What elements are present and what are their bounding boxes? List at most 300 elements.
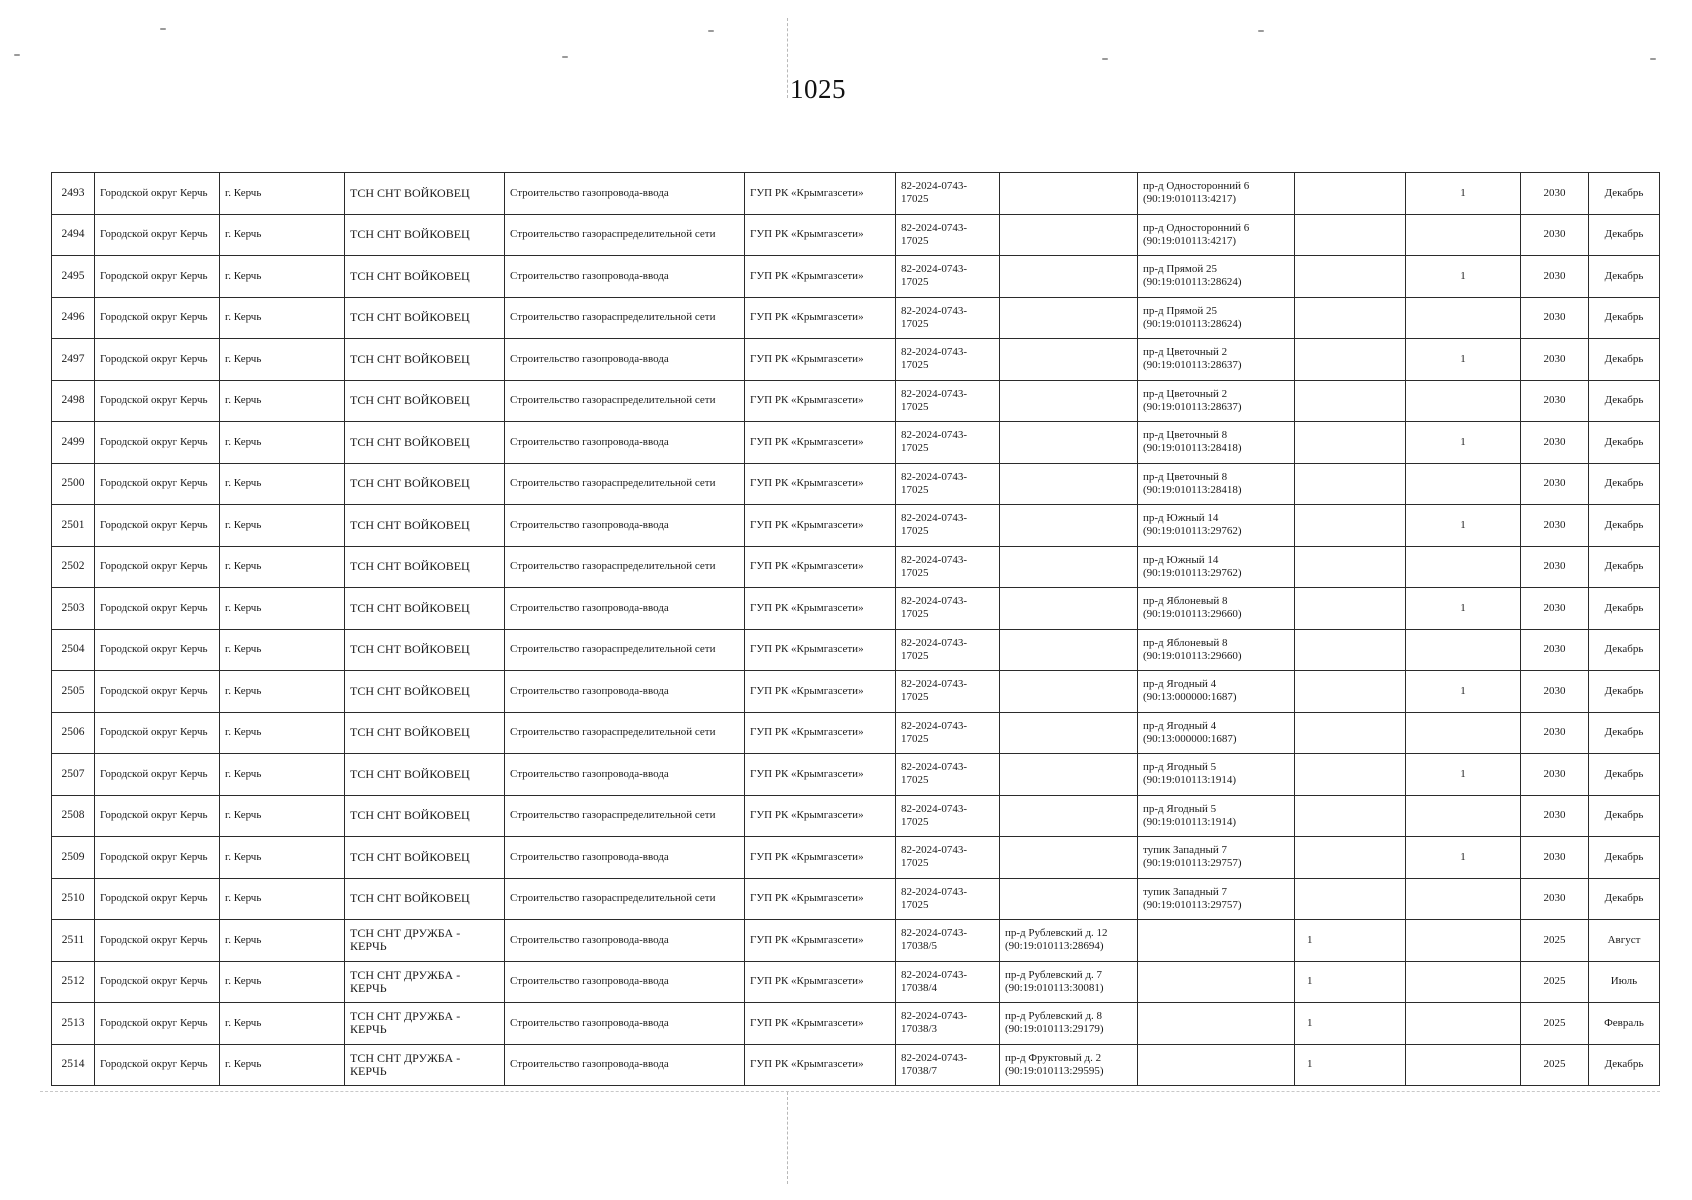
address-cell-secondary: пр-д Ягодный 4 (90:13:000000:1687) (1138, 712, 1295, 754)
executor-cell: ГУП РК «Крымгазсети» (745, 422, 896, 464)
count-cell-primary (1295, 878, 1406, 920)
year-cell: 2030 (1521, 297, 1589, 339)
table-row (52, 712, 1660, 754)
organization-cell: ТСН СНТ ВОЙКОВЕЦ (345, 878, 505, 920)
count-cell-primary: 1 (1295, 1003, 1406, 1045)
row-number: 2498 (52, 380, 95, 422)
executor-cell: ГУП РК «Крымгазсети» (745, 837, 896, 879)
executor-cell: ГУП РК «Крымгазсети» (745, 629, 896, 671)
year-cell: 2030 (1521, 463, 1589, 505)
work-type-cell: Строительство газораспределительной сети (505, 795, 745, 837)
city-cell: г. Керчь (220, 629, 345, 671)
month-cell: Декабрь (1589, 505, 1660, 547)
address-cell-primary (1000, 173, 1138, 215)
address-cell-secondary: пр-д Односторонний 6 (90:19:010113:4217) (1138, 214, 1295, 256)
executor-cell: ГУП РК «Крымгазсети» (745, 754, 896, 796)
count-cell-secondary (1406, 878, 1521, 920)
executor-cell: ГУП РК «Крымгазсети» (745, 961, 896, 1003)
year-cell: 2030 (1521, 214, 1589, 256)
table-row (52, 795, 1660, 837)
executor-cell: ГУП РК «Крымгазсети» (745, 546, 896, 588)
district-cell: Городской округ Керчь (95, 878, 220, 920)
contract-code-cell: 82-2024-0743-17038/3 (896, 1003, 1000, 1045)
district-cell: Городской округ Керчь (95, 339, 220, 381)
row-number: 2513 (52, 1003, 95, 1045)
address-cell-primary (1000, 754, 1138, 796)
executor-cell: ГУП РК «Крымгазсети» (745, 380, 896, 422)
work-type-cell: Строительство газораспределительной сети (505, 878, 745, 920)
district-cell: Городской округ Керчь (95, 505, 220, 547)
organization-cell: ТСН СНТ ВОЙКОВЕЦ (345, 588, 505, 630)
count-cell-primary (1295, 546, 1406, 588)
year-cell: 2030 (1521, 505, 1589, 547)
count-cell-secondary (1406, 629, 1521, 671)
month-cell: Декабрь (1589, 173, 1660, 215)
address-cell-primary (1000, 256, 1138, 298)
scan-speck (1650, 58, 1656, 60)
row-number: 2514 (52, 1044, 95, 1086)
district-cell: Городской округ Керчь (95, 629, 220, 671)
address-cell-primary (1000, 422, 1138, 464)
count-cell-secondary: 1 (1406, 173, 1521, 215)
organization-cell: ТСН СНТ ВОЙКОВЕЦ (345, 712, 505, 754)
organization-cell: ТСН СНТ ДРУЖБА - КЕРЧЬ (345, 1044, 505, 1086)
address-cell-secondary: тупик Западный 7 (90:19:010113:29757) (1138, 837, 1295, 879)
month-cell: Декабрь (1589, 339, 1660, 381)
work-type-cell: Строительство газопровода-ввода (505, 588, 745, 630)
count-cell-primary (1295, 339, 1406, 381)
executor-cell: ГУП РК «Крымгазсети» (745, 588, 896, 630)
count-cell-primary: 1 (1295, 920, 1406, 962)
contract-code-cell: 82-2024-0743-17025 (896, 380, 1000, 422)
city-cell: г. Керчь (220, 1003, 345, 1045)
row-number: 2500 (52, 463, 95, 505)
district-cell: Городской округ Керчь (95, 463, 220, 505)
table-row (52, 546, 1660, 588)
count-cell-secondary (1406, 297, 1521, 339)
year-cell: 2030 (1521, 754, 1589, 796)
address-cell-primary (1000, 297, 1138, 339)
district-cell: Городской округ Керчь (95, 173, 220, 215)
count-cell-primary (1295, 380, 1406, 422)
district-cell: Городской округ Керчь (95, 961, 220, 1003)
contract-code-cell: 82-2024-0743-17025 (896, 754, 1000, 796)
count-cell-primary (1295, 463, 1406, 505)
work-type-cell: Строительство газораспределительной сети (505, 380, 745, 422)
address-cell-primary (1000, 671, 1138, 713)
year-cell: 2030 (1521, 629, 1589, 671)
year-cell: 2030 (1521, 712, 1589, 754)
city-cell: г. Керчь (220, 546, 345, 588)
count-cell-secondary (1406, 795, 1521, 837)
year-cell: 2030 (1521, 671, 1589, 713)
address-cell-primary: пр-д Рублевский д. 8 (90:19:010113:29179) (1000, 1003, 1138, 1045)
count-cell-primary (1295, 214, 1406, 256)
executor-cell: ГУП РК «Крымгазсети» (745, 671, 896, 713)
address-cell-secondary: тупик Западный 7 (90:19:010113:29757) (1138, 878, 1295, 920)
contract-code-cell: 82-2024-0743-17025 (896, 422, 1000, 464)
row-number: 2503 (52, 588, 95, 630)
contract-code-cell: 82-2024-0743-17025 (896, 795, 1000, 837)
count-cell-secondary: 1 (1406, 339, 1521, 381)
work-type-cell: Строительство газораспределительной сети (505, 712, 745, 754)
contract-code-cell: 82-2024-0743-17038/5 (896, 920, 1000, 962)
year-cell: 2030 (1521, 878, 1589, 920)
row-number: 2502 (52, 546, 95, 588)
table-row (52, 1003, 1660, 1045)
row-number: 2505 (52, 671, 95, 713)
city-cell: г. Керчь (220, 712, 345, 754)
address-cell-secondary (1138, 1044, 1295, 1086)
address-cell-secondary: пр-д Яблоневый 8 (90:19:010113:29660) (1138, 588, 1295, 630)
city-cell: г. Керчь (220, 173, 345, 215)
table-row (52, 256, 1660, 298)
scan-speck (1102, 58, 1108, 60)
month-cell: Декабрь (1589, 878, 1660, 920)
city-cell: г. Керчь (220, 837, 345, 879)
address-cell-secondary: пр-д Цветочный 8 (90:19:010113:28418) (1138, 463, 1295, 505)
count-cell-secondary: 1 (1406, 505, 1521, 547)
city-cell: г. Керчь (220, 380, 345, 422)
city-cell: г. Керчь (220, 588, 345, 630)
contract-code-cell: 82-2024-0743-17025 (896, 671, 1000, 713)
address-cell-primary: пр-д Рублевский д. 12 (90:19:010113:28694) (1000, 920, 1138, 962)
table-row (52, 961, 1660, 1003)
row-number: 2512 (52, 961, 95, 1003)
organization-cell: ТСН СНТ ВОЙКОВЕЦ (345, 380, 505, 422)
work-type-cell: Строительство газопровода-ввода (505, 837, 745, 879)
count-cell-secondary: 1 (1406, 754, 1521, 796)
work-type-cell: Строительство газопровода-ввода (505, 1044, 745, 1086)
year-cell: 2030 (1521, 380, 1589, 422)
count-cell-secondary (1406, 1003, 1521, 1045)
executor-cell: ГУП РК «Крымгазсети» (745, 256, 896, 298)
district-cell: Городской округ Керчь (95, 422, 220, 464)
count-cell-secondary: 1 (1406, 422, 1521, 464)
district-cell: Городской округ Керчь (95, 671, 220, 713)
city-cell: г. Керчь (220, 961, 345, 1003)
month-cell: Декабрь (1589, 837, 1660, 879)
table-row (52, 463, 1660, 505)
organization-cell: ТСН СНТ ДРУЖБА - КЕРЧЬ (345, 961, 505, 1003)
scan-speck (708, 30, 714, 32)
address-cell-primary (1000, 339, 1138, 381)
address-cell-primary (1000, 837, 1138, 879)
organization-cell: ТСН СНТ ДРУЖБА - КЕРЧЬ (345, 920, 505, 962)
address-cell-primary (1000, 546, 1138, 588)
contract-code-cell: 82-2024-0743-17025 (896, 297, 1000, 339)
row-number: 2509 (52, 837, 95, 879)
count-cell-secondary (1406, 380, 1521, 422)
count-cell-secondary: 1 (1406, 588, 1521, 630)
executor-cell: ГУП РК «Крымгазсети» (745, 1003, 896, 1045)
month-cell: Декабрь (1589, 297, 1660, 339)
month-cell: Декабрь (1589, 463, 1660, 505)
executor-cell: ГУП РК «Крымгазсети» (745, 463, 896, 505)
scan-speck (160, 28, 166, 30)
district-cell: Городской округ Керчь (95, 795, 220, 837)
year-cell: 2030 (1521, 422, 1589, 464)
row-number: 2508 (52, 795, 95, 837)
contract-code-cell: 82-2024-0743-17038/7 (896, 1044, 1000, 1086)
organization-cell: ТСН СНТ ВОЙКОВЕЦ (345, 505, 505, 547)
count-cell-secondary (1406, 463, 1521, 505)
row-number: 2506 (52, 712, 95, 754)
month-cell: Август (1589, 920, 1660, 962)
district-cell: Городской округ Керчь (95, 754, 220, 796)
table-row (52, 920, 1660, 962)
count-cell-primary: 1 (1295, 1044, 1406, 1086)
organization-cell: ТСН СНТ ВОЙКОВЕЦ (345, 837, 505, 879)
month-cell: Декабрь (1589, 422, 1660, 464)
year-cell: 2030 (1521, 588, 1589, 630)
city-cell: г. Керчь (220, 671, 345, 713)
row-number: 2501 (52, 505, 95, 547)
row-number: 2496 (52, 297, 95, 339)
city-cell: г. Керчь (220, 795, 345, 837)
address-cell-secondary: пр-д Цветочный 2 (90:19:010113:28637) (1138, 380, 1295, 422)
page-number: 1025 (790, 74, 846, 104)
table-row (52, 878, 1660, 920)
address-cell-primary: пр-д Рублевский д. 7 (90:19:010113:30081) (1000, 961, 1138, 1003)
table-row (52, 1044, 1660, 1086)
organization-cell: ТСН СНТ ДРУЖБА - КЕРЧЬ (345, 1003, 505, 1045)
count-cell-secondary: 1 (1406, 671, 1521, 713)
address-cell-primary (1000, 505, 1138, 547)
address-cell-primary (1000, 380, 1138, 422)
table-row (52, 380, 1660, 422)
count-cell-primary (1295, 505, 1406, 547)
district-cell: Городской округ Керчь (95, 588, 220, 630)
organization-cell: ТСН СНТ ВОЙКОВЕЦ (345, 671, 505, 713)
count-cell-primary (1295, 588, 1406, 630)
month-cell: Декабрь (1589, 214, 1660, 256)
year-cell: 2030 (1521, 173, 1589, 215)
district-cell: Городской округ Керчь (95, 1044, 220, 1086)
work-type-cell: Строительство газопровода-ввода (505, 920, 745, 962)
count-cell-secondary (1406, 214, 1521, 256)
organization-cell: ТСН СНТ ВОЙКОВЕЦ (345, 795, 505, 837)
year-cell: 2030 (1521, 795, 1589, 837)
executor-cell: ГУП РК «Крымгазсети» (745, 297, 896, 339)
table-row (52, 297, 1660, 339)
year-cell: 2030 (1521, 256, 1589, 298)
address-cell-primary (1000, 588, 1138, 630)
row-number: 2504 (52, 629, 95, 671)
count-cell-primary (1295, 795, 1406, 837)
address-cell-secondary: пр-д Южный 14 (90:19:010113:29762) (1138, 505, 1295, 547)
address-cell-secondary: пр-д Цветочный 8 (90:19:010113:28418) (1138, 422, 1295, 464)
work-type-cell: Строительство газопровода-ввода (505, 505, 745, 547)
month-cell: Декабрь (1589, 588, 1660, 630)
executor-cell: ГУП РК «Крымгазсети» (745, 795, 896, 837)
address-cell-secondary: пр-д Ягодный 4 (90:13:000000:1687) (1138, 671, 1295, 713)
contract-code-cell: 82-2024-0743-17025 (896, 629, 1000, 671)
work-type-cell: Строительство газораспределительной сети (505, 546, 745, 588)
year-cell: 2025 (1521, 1044, 1589, 1086)
table-row (52, 837, 1660, 879)
address-cell-secondary (1138, 1003, 1295, 1045)
address-cell-secondary (1138, 920, 1295, 962)
count-cell-primary (1295, 629, 1406, 671)
scan-fold-mark-bottom (787, 1092, 790, 1184)
district-cell: Городской округ Керчь (95, 546, 220, 588)
year-cell: 2025 (1521, 920, 1589, 962)
executor-cell: ГУП РК «Крымгазсети» (745, 1044, 896, 1086)
district-cell: Городской округ Керчь (95, 837, 220, 879)
address-cell-primary (1000, 463, 1138, 505)
district-cell: Городской округ Керчь (95, 920, 220, 962)
contract-code-cell: 82-2024-0743-17025 (896, 339, 1000, 381)
data-table (51, 172, 1660, 1086)
work-type-cell: Строительство газопровода-ввода (505, 671, 745, 713)
contract-code-cell: 82-2024-0743-17025 (896, 505, 1000, 547)
city-cell: г. Керчь (220, 422, 345, 464)
count-cell-primary (1295, 671, 1406, 713)
city-cell: г. Керчь (220, 256, 345, 298)
organization-cell: ТСН СНТ ВОЙКОВЕЦ (345, 339, 505, 381)
executor-cell: ГУП РК «Крымгазсети» (745, 339, 896, 381)
table-row (52, 173, 1660, 215)
work-type-cell: Строительство газопровода-ввода (505, 961, 745, 1003)
address-cell-primary (1000, 878, 1138, 920)
work-type-cell: Строительство газораспределительной сети (505, 463, 745, 505)
contract-code-cell: 82-2024-0743-17025 (896, 712, 1000, 754)
address-cell-primary (1000, 214, 1138, 256)
address-cell-secondary: пр-д Прямой 25 (90:19:010113:28624) (1138, 256, 1295, 298)
scan-speck (14, 54, 20, 56)
city-cell: г. Керчь (220, 754, 345, 796)
table-row (52, 339, 1660, 381)
district-cell: Городской округ Керчь (95, 297, 220, 339)
address-cell-secondary: пр-д Цветочный 2 (90:19:010113:28637) (1138, 339, 1295, 381)
work-type-cell: Строительство газопровода-ввода (505, 173, 745, 215)
contract-code-cell: 82-2024-0743-17025 (896, 878, 1000, 920)
address-cell-primary (1000, 712, 1138, 754)
city-cell: г. Керчь (220, 1044, 345, 1086)
row-number: 2499 (52, 422, 95, 464)
work-type-cell: Строительство газопровода-ввода (505, 422, 745, 464)
address-cell-primary (1000, 795, 1138, 837)
city-cell: г. Керчь (220, 463, 345, 505)
count-cell-primary (1295, 173, 1406, 215)
address-cell-primary: пр-д Фруктовый д. 2 (90:19:010113:29595) (1000, 1044, 1138, 1086)
work-type-cell: Строительство газопровода-ввода (505, 1003, 745, 1045)
organization-cell: ТСН СНТ ВОЙКОВЕЦ (345, 214, 505, 256)
table-row (52, 214, 1660, 256)
district-cell: Городской округ Керчь (95, 214, 220, 256)
count-cell-primary (1295, 297, 1406, 339)
organization-cell: ТСН СНТ ВОЙКОВЕЦ (345, 629, 505, 671)
scan-speck (562, 56, 568, 58)
row-number: 2510 (52, 878, 95, 920)
row-number: 2495 (52, 256, 95, 298)
table-row (52, 422, 1660, 464)
organization-cell: ТСН СНТ ВОЙКОВЕЦ (345, 173, 505, 215)
count-cell-secondary: 1 (1406, 837, 1521, 879)
address-cell-secondary (1138, 961, 1295, 1003)
month-cell: Декабрь (1589, 712, 1660, 754)
year-cell: 2030 (1521, 837, 1589, 879)
address-cell-secondary: пр-д Южный 14 (90:19:010113:29762) (1138, 546, 1295, 588)
district-cell: Городской округ Керчь (95, 1003, 220, 1045)
month-cell: Июль (1589, 961, 1660, 1003)
contract-code-cell: 82-2024-0743-17025 (896, 546, 1000, 588)
count-cell-secondary (1406, 546, 1521, 588)
count-cell-primary (1295, 422, 1406, 464)
executor-cell: ГУП РК «Крымгазсети» (745, 712, 896, 754)
count-cell-secondary: 1 (1406, 256, 1521, 298)
address-cell-secondary: пр-д Прямой 25 (90:19:010113:28624) (1138, 297, 1295, 339)
row-number: 2511 (52, 920, 95, 962)
district-cell: Городской округ Керчь (95, 256, 220, 298)
month-cell: Декабрь (1589, 546, 1660, 588)
address-cell-secondary: пр-д Односторонний 6 (90:19:010113:4217) (1138, 173, 1295, 215)
count-cell-primary (1295, 754, 1406, 796)
count-cell-primary (1295, 256, 1406, 298)
address-cell-secondary: пр-д Яблоневый 8 (90:19:010113:29660) (1138, 629, 1295, 671)
row-number: 2497 (52, 339, 95, 381)
month-cell: Декабрь (1589, 380, 1660, 422)
month-cell: Декабрь (1589, 629, 1660, 671)
executor-cell: ГУП РК «Крымгазсети» (745, 505, 896, 547)
month-cell: Декабрь (1589, 671, 1660, 713)
work-type-cell: Строительство газопровода-ввода (505, 754, 745, 796)
month-cell: Декабрь (1589, 795, 1660, 837)
contract-code-cell: 82-2024-0743-17025 (896, 214, 1000, 256)
contract-code-cell: 82-2024-0743-17038/4 (896, 961, 1000, 1003)
city-cell: г. Керчь (220, 297, 345, 339)
address-cell-secondary: пр-д Ягодный 5 (90:19:010113:1914) (1138, 754, 1295, 796)
city-cell: г. Керчь (220, 920, 345, 962)
month-cell: Декабрь (1589, 754, 1660, 796)
scan-speck (1258, 30, 1264, 32)
organization-cell: ТСН СНТ ВОЙКОВЕЦ (345, 297, 505, 339)
work-type-cell: Строительство газопровода-ввода (505, 339, 745, 381)
work-type-cell: Строительство газораспределительной сети (505, 629, 745, 671)
contract-code-cell: 82-2024-0743-17025 (896, 837, 1000, 879)
count-cell-secondary (1406, 1044, 1521, 1086)
city-cell: г. Керчь (220, 339, 345, 381)
count-cell-primary (1295, 837, 1406, 879)
organization-cell: ТСН СНТ ВОЙКОВЕЦ (345, 754, 505, 796)
month-cell: Декабрь (1589, 1044, 1660, 1086)
district-cell: Городской округ Керчь (95, 380, 220, 422)
table-body (52, 173, 1660, 1086)
organization-cell: ТСН СНТ ВОЙКОВЕЦ (345, 463, 505, 505)
row-number: 2493 (52, 173, 95, 215)
count-cell-secondary (1406, 961, 1521, 1003)
document-table-wrap (51, 172, 1659, 1086)
work-type-cell: Строительство газопровода-ввода (505, 256, 745, 298)
executor-cell: ГУП РК «Крымгазсети» (745, 878, 896, 920)
work-type-cell: Строительство газораспределительной сети (505, 297, 745, 339)
month-cell: Февраль (1589, 1003, 1660, 1045)
year-cell: 2030 (1521, 546, 1589, 588)
executor-cell: ГУП РК «Крымгазсети» (745, 920, 896, 962)
count-cell-primary: 1 (1295, 961, 1406, 1003)
table-row (52, 671, 1660, 713)
address-cell-primary (1000, 629, 1138, 671)
city-cell: г. Керчь (220, 878, 345, 920)
count-cell-secondary (1406, 712, 1521, 754)
contract-code-cell: 82-2024-0743-17025 (896, 588, 1000, 630)
table-row (52, 754, 1660, 796)
row-number: 2494 (52, 214, 95, 256)
organization-cell: ТСН СНТ ВОЙКОВЕЦ (345, 546, 505, 588)
count-cell-secondary (1406, 920, 1521, 962)
executor-cell: ГУП РК «Крымгазсети» (745, 214, 896, 256)
